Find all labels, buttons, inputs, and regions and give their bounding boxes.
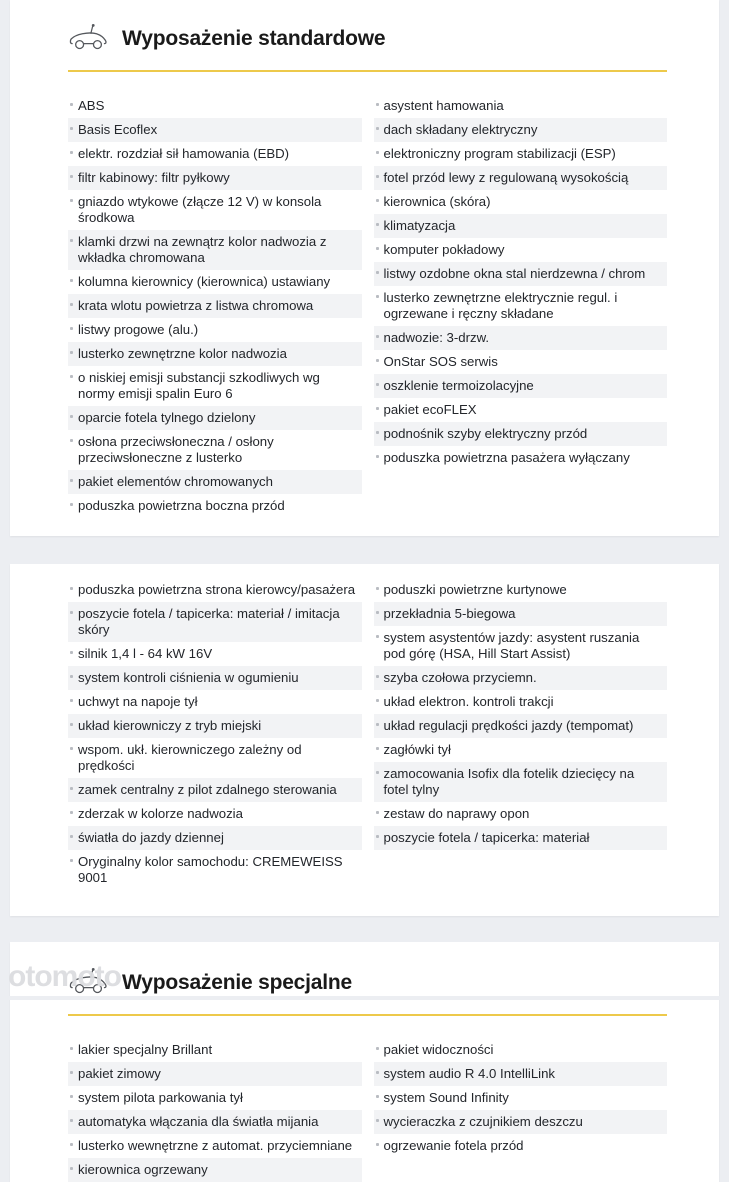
feature-row: [374, 1038, 668, 1062]
feature-label: klamki drzwi na zewnątrz kolor nadwozia z wkładka chromowana: [78, 234, 327, 265]
feature-column-right: [374, 94, 668, 518]
bullet-icon: [70, 723, 73, 726]
bullet-icon: [70, 1095, 73, 1098]
feature-row: [68, 406, 362, 430]
feature-label: osłona przeciwsłoneczna / osłony przeciwsłoneczne z lusterko: [78, 434, 274, 465]
bullet-icon: [70, 835, 73, 838]
feature-row: [68, 1062, 362, 1086]
feature-row: [374, 166, 668, 190]
feature-row: [68, 190, 362, 230]
bullet-icon: [376, 407, 379, 410]
feature-row: [374, 214, 668, 238]
feature-row: [68, 470, 362, 494]
bullet-icon: [70, 675, 73, 678]
feature-row: [374, 626, 668, 666]
feature-label: układ elektron. kontroli trakcji: [383, 694, 554, 709]
special-equipment-card: [10, 942, 719, 1182]
bullet-icon: [70, 811, 73, 814]
feature-row: [68, 230, 362, 270]
feature-label: poduszka powietrzna boczna przód: [78, 498, 285, 513]
feature-column-left: [68, 1038, 362, 1182]
car-icon: [68, 967, 122, 997]
feature-column-right: [374, 578, 668, 890]
bullet-icon: [70, 103, 73, 106]
feature-label: oszklenie termoizolacyjne: [383, 378, 534, 393]
bullet-icon: [376, 383, 379, 386]
feature-label: uchwyt na napoje tył: [78, 694, 198, 709]
feature-label: poduszka powietrzna strona kierowcy/pasażera: [78, 582, 356, 597]
feature-row: [68, 802, 362, 826]
feature-row: [374, 1086, 668, 1110]
feature-label: listwy progowe (alu.): [78, 322, 199, 337]
section-header-standard: [10, 16, 719, 60]
feature-row: [68, 850, 362, 890]
feature-label: zagłówki tył: [383, 742, 451, 757]
bullet-icon: [376, 1119, 379, 1122]
feature-row: [374, 190, 668, 214]
bullet-icon: [70, 327, 73, 330]
bullet-icon: [70, 175, 73, 178]
feature-row: [68, 1134, 362, 1158]
feature-row: [68, 270, 362, 294]
bullet-icon: [70, 747, 73, 750]
bullet-icon: [70, 239, 73, 242]
feature-label: system audio R 4.0 IntelliLink: [383, 1066, 556, 1081]
watermark-label: otomoto: [8, 960, 121, 993]
feature-label: o niskiej emisji substancji szkodliwych wg normy emisji spalin Euro 6: [78, 370, 320, 401]
bullet-icon: [70, 415, 73, 418]
bullet-icon: [376, 1095, 379, 1098]
feature-label: zamocowania Isofix dla fotelik dziecięcy na fotel tylny: [383, 766, 635, 797]
bullet-icon: [70, 1071, 73, 1074]
feature-label: przekładnia 5-biegowa: [383, 606, 516, 621]
feature-row: [68, 826, 362, 850]
feature-label: elektr. rozdział sił hamowania (EBD): [78, 146, 290, 161]
feature-label: lusterko zewnętrzne kolor nadwozia: [78, 346, 287, 361]
feature-label: dach składany elektryczny: [383, 122, 538, 137]
feature-row: [68, 342, 362, 366]
feature-row: [68, 578, 362, 602]
feature-label: listwy ozdobne okna stal nierdzewna / chrom: [383, 266, 646, 281]
feature-columns: [10, 578, 719, 890]
feature-label: elektroniczny program stabilizacji (ESP): [383, 146, 616, 161]
bullet-icon: [70, 127, 73, 130]
feature-row: [374, 738, 668, 762]
feature-label: kolumna kierownicy (kierownica) ustawiany: [78, 274, 331, 289]
feature-label: filtr kabinowy: filtr pyłkowy: [78, 170, 230, 185]
car-icon: [68, 23, 122, 53]
feature-row: [374, 1110, 668, 1134]
feature-row: [374, 446, 668, 470]
feature-row: [68, 642, 362, 666]
feature-label: ABS: [78, 98, 105, 113]
bullet-icon: [376, 611, 379, 614]
bullet-icon: [376, 199, 379, 202]
feature-row: [374, 398, 668, 422]
bullet-icon: [376, 271, 379, 274]
feature-row: [374, 118, 668, 142]
feature-column-right: [374, 1038, 668, 1182]
bullet-icon: [376, 587, 379, 590]
feature-columns: [10, 1038, 719, 1182]
feature-label: komputer pokładowy: [383, 242, 505, 257]
bullet-icon: [376, 1047, 379, 1050]
feature-label: klimatyzacja: [383, 218, 456, 233]
feature-row: [68, 294, 362, 318]
feature-label: ogrzewanie fotela przód: [383, 1138, 524, 1153]
feature-label: poduszki powietrzne kurtynowe: [383, 582, 567, 597]
bullet-icon: [70, 587, 73, 590]
feature-columns: [10, 94, 719, 518]
feature-row: [68, 166, 362, 190]
feature-label: pakiet ecoFLEX: [383, 402, 477, 417]
feature-label: pakiet elementów chromowanych: [78, 474, 273, 489]
feature-label: Oryginalny kolor samochodu: CREMEWEISS 9001: [78, 854, 343, 885]
bullet-icon: [376, 335, 379, 338]
feature-label: lusterko wewnętrzne z automat. przyciemniane: [78, 1138, 353, 1153]
feature-row: [374, 602, 668, 626]
bullet-icon: [70, 479, 73, 482]
feature-row: [374, 238, 668, 262]
bullet-icon: [376, 1143, 379, 1146]
feature-row: [374, 350, 668, 374]
bullet-icon: [376, 431, 379, 434]
feature-row: [68, 430, 362, 470]
feature-label: oparcie fotela tylnego dzielony: [78, 410, 256, 425]
feature-label: układ regulacji prędkości jazdy (tempomat): [383, 718, 634, 733]
feature-row: [374, 1062, 668, 1086]
feature-row: [374, 762, 668, 802]
feature-row: [68, 714, 362, 738]
feature-row: [374, 374, 668, 398]
feature-label: krata wlotu powietrza z listwa chromowa: [78, 298, 314, 313]
page-title: Wyposażenie specjalne: [122, 970, 353, 994]
feature-label: nadwozie: 3-drzw.: [383, 330, 490, 345]
bullet-icon: [70, 151, 73, 154]
bullet-icon: [70, 279, 73, 282]
feature-row: [374, 286, 668, 326]
feature-label: asystent hamowania: [383, 98, 504, 113]
feature-row: [68, 118, 362, 142]
bullet-icon: [376, 835, 379, 838]
feature-row: [68, 366, 362, 406]
feature-label: OnStar SOS serwis: [383, 354, 498, 369]
section-divider: [68, 1014, 667, 1016]
bullet-icon: [70, 503, 73, 506]
bullet-icon: [70, 651, 73, 654]
bullet-icon: [376, 247, 379, 250]
page-title: Wyposażenie standardowe: [122, 26, 386, 50]
feature-label: szyba czołowa przyciemn.: [383, 670, 537, 685]
feature-label: silnik 1,4 l - 64 kW 16V: [78, 646, 213, 661]
feature-row: [68, 602, 362, 642]
bullet-icon: [70, 787, 73, 790]
feature-row: [374, 326, 668, 350]
section-divider: [68, 70, 667, 72]
feature-label: kierownica (skóra): [383, 194, 491, 209]
feature-row: [374, 802, 668, 826]
bullet-icon: [376, 635, 379, 638]
feature-column-left: [68, 94, 362, 518]
feature-row: [374, 422, 668, 446]
bullet-icon: [376, 811, 379, 814]
feature-row: [374, 262, 668, 286]
feature-row: [374, 714, 668, 738]
bullet-icon: [376, 127, 379, 130]
feature-label: poszycie fotela / tapicerka: materiał: [383, 830, 590, 845]
feature-row: [68, 1110, 362, 1134]
feature-label: zamek centralny z pilot zdalnego sterowania: [78, 782, 337, 797]
feature-label: system asystentów jazdy: asystent ruszania pod górę (HSA, Hill Start Assist): [383, 630, 640, 661]
feature-row: [374, 142, 668, 166]
feature-row: [68, 690, 362, 714]
bullet-icon: [70, 1167, 73, 1170]
feature-label: lakier specjalny Brillant: [78, 1042, 213, 1057]
feature-label: podnośnik szyby elektryczny przód: [383, 426, 588, 441]
feature-row: [68, 318, 362, 342]
bullet-icon: [70, 351, 73, 354]
feature-row: [68, 94, 362, 118]
bullet-icon: [376, 103, 379, 106]
feature-label: fotel przód lewy z regulowaną wysokością: [383, 170, 629, 185]
bullet-icon: [70, 303, 73, 306]
feature-row: [374, 94, 668, 118]
feature-row: [374, 578, 668, 602]
feature-label: kierownica ogrzewany: [78, 1162, 208, 1177]
feature-label: system Sound Infinity: [383, 1090, 509, 1105]
feature-label: Basis Ecoflex: [78, 122, 158, 137]
bullet-icon: [70, 1047, 73, 1050]
standard-equipment-card: [10, 0, 719, 536]
bullet-icon: [376, 151, 379, 154]
feature-row: [374, 826, 668, 850]
bullet-icon: [70, 611, 73, 614]
feature-label: gniazdo wtykowe (złącze 12 V) w konsola środkowa: [78, 194, 322, 225]
feature-row: [68, 778, 362, 802]
bullet-icon: [70, 699, 73, 702]
standard-equipment-continued-card: [10, 564, 719, 916]
bullet-icon: [376, 1071, 379, 1074]
feature-label: wspom. ukł. kierowniczego zależny od prędkości: [78, 742, 302, 773]
bullet-icon: [376, 359, 379, 362]
feature-row: [374, 666, 668, 690]
feature-label: światła do jazdy dziennej: [78, 830, 224, 845]
bottom-spacer: [0, 996, 729, 1000]
feature-row: [68, 1158, 362, 1182]
bullet-icon: [70, 1119, 73, 1122]
bullet-icon: [70, 1143, 73, 1146]
bullet-icon: [70, 375, 73, 378]
bullet-icon: [376, 175, 379, 178]
feature-label: system kontroli ciśnienia w ogumieniu: [78, 670, 299, 685]
bullet-icon: [376, 675, 379, 678]
feature-label: układ kierowniczy z tryb miejski: [78, 718, 262, 733]
feature-row: [68, 142, 362, 166]
feature-label: poszycie fotela / tapicerka: materiał / imitacja skóry: [78, 606, 340, 637]
feature-label: automatyka włączania dla światła mijania: [78, 1114, 319, 1129]
feature-label: poduszka powietrzna pasażera wyłączany: [383, 450, 630, 465]
bullet-icon: [70, 199, 73, 202]
feature-row: [68, 1086, 362, 1110]
bullet-icon: [70, 859, 73, 862]
feature-label: wycieraczka z czujnikiem deszczu: [383, 1114, 583, 1129]
feature-label: pakiet zimowy: [78, 1066, 161, 1081]
feature-row: [68, 666, 362, 690]
feature-label: zestaw do naprawy opon: [383, 806, 530, 821]
bullet-icon: [376, 455, 379, 458]
bullet-icon: [376, 723, 379, 726]
bullet-icon: [70, 439, 73, 442]
feature-label: zderzak w kolorze nadwozia: [78, 806, 243, 821]
feature-label: system pilota parkowania tył: [78, 1090, 243, 1105]
feature-column-left: [68, 578, 362, 890]
feature-row: [68, 1038, 362, 1062]
feature-label: lusterko zewnętrzne elektrycznie regul. i ogrzewane i ręczny składane: [383, 290, 618, 321]
bullet-icon: [376, 771, 379, 774]
bullet-icon: [376, 223, 379, 226]
feature-row: [68, 738, 362, 778]
feature-row: [374, 1134, 668, 1158]
feature-label: pakiet widoczności: [383, 1042, 494, 1057]
bullet-icon: [376, 747, 379, 750]
feature-row: [374, 690, 668, 714]
feature-row: [68, 494, 362, 518]
bullet-icon: [376, 699, 379, 702]
bullet-icon: [376, 295, 379, 298]
